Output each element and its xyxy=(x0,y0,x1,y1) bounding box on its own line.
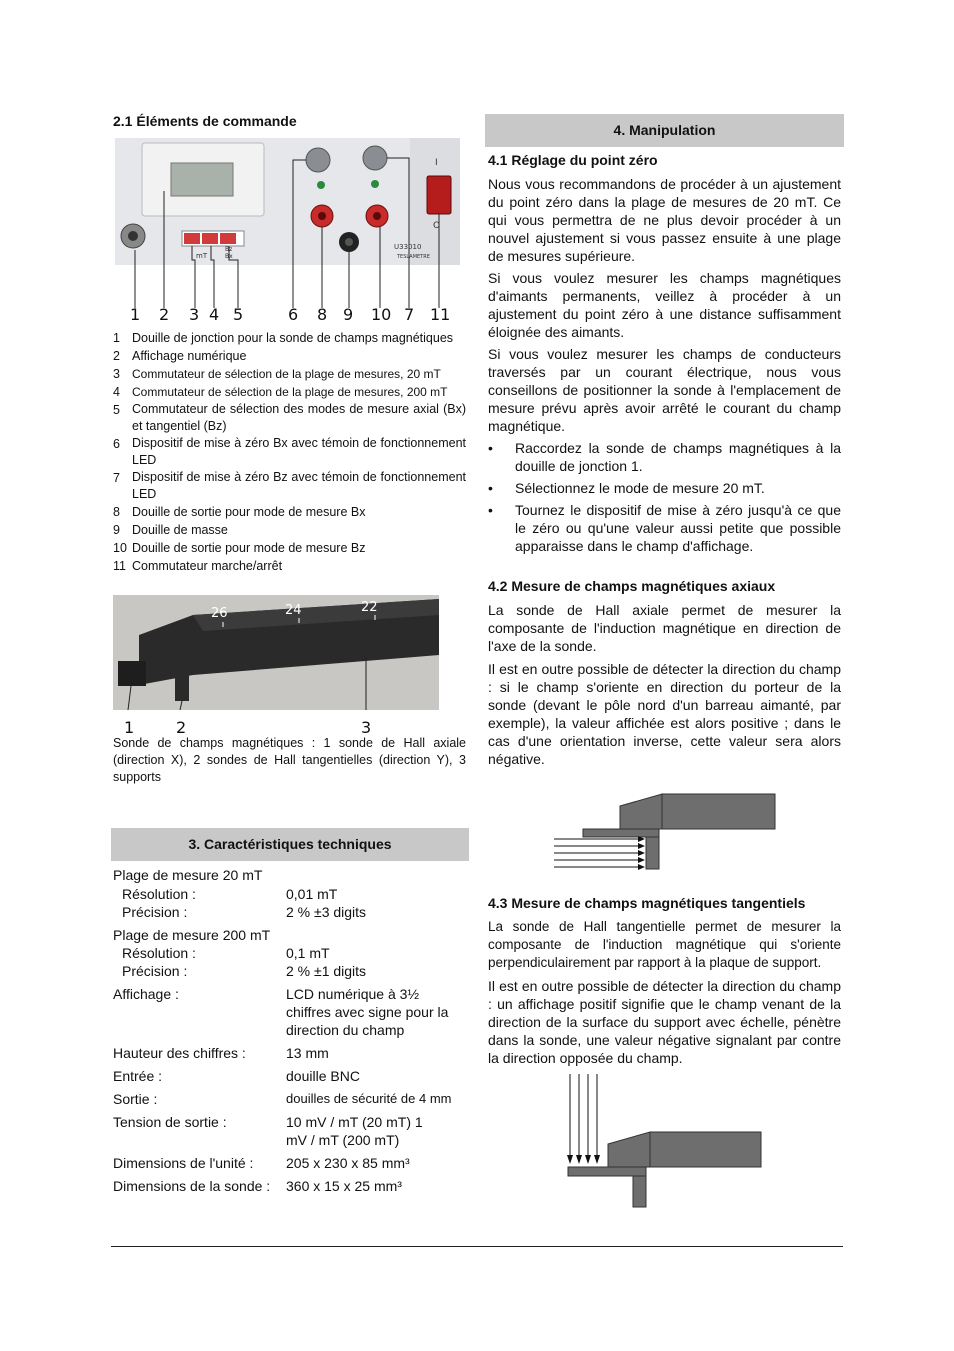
panel-num-11: 11 xyxy=(430,305,451,324)
panel-num-4: 4 xyxy=(209,305,220,324)
probe-scale-26: 26 xyxy=(211,606,228,621)
section-4-3-heading: 4.3 Mesure de champs magnétiques tangentiels xyxy=(488,895,806,911)
spec-range200-title: Plage de mesure 200 mT xyxy=(113,927,271,943)
axial-field-diagram xyxy=(550,790,780,872)
spec-value: 13 mm xyxy=(286,1045,329,1061)
control-panel-photo xyxy=(115,138,460,320)
legend-item: 4 Commutateur de sélection de la plage de mesures, 200 mT xyxy=(113,385,448,399)
paragraph: Il est en outre possible de détecter la direction du champ : un affichage positif signifie que le champ venant de la direction de la surface du support avec échelle, pénètre dans la sonde, une valeur négative signalant par contre la direction opposée du champ. xyxy=(488,978,841,1066)
panel-label-bz: Bz xyxy=(225,246,233,253)
spec-label: Dimensions de l'unité : xyxy=(113,1155,254,1171)
panel-label-mt: mT xyxy=(196,252,208,260)
legend-item: 8 Douille de sortie pour mode de mesure Bx xyxy=(113,505,366,519)
spec-value: 205 x 230 x 85 mm³ xyxy=(286,1155,410,1171)
panel-num-10: 10 xyxy=(371,305,392,324)
panel-label-bx: Bx xyxy=(225,253,233,260)
section-2-1-heading: 2.1 Éléments de commande xyxy=(113,113,297,129)
spec-value: douilles de sécurité de 4 mm xyxy=(286,1091,452,1106)
panel-num-2: 2 xyxy=(159,305,170,324)
probe-scale-22: 22 xyxy=(361,600,378,615)
spec-value: douille BNC xyxy=(286,1068,360,1084)
panel-num-5: 5 xyxy=(233,305,244,324)
spec-value: 10 mV / mT (20 mT) 1 mV / mT (200 mT) xyxy=(286,1114,423,1148)
probe-photo xyxy=(113,595,439,710)
spec-label: Tension de sortie : xyxy=(113,1114,227,1130)
footer-rule xyxy=(111,1246,843,1247)
panel-num-1: 1 xyxy=(130,305,141,324)
legend-item: 5 Commutateur de sélection des modes de mesure axial (Bx) et tangentiel (Bz) xyxy=(113,402,466,433)
probe-num-1: 1 xyxy=(124,718,135,737)
spec-range20-title: Plage de mesure 20 mT xyxy=(113,867,263,883)
panel-brand: TESLAMETRE xyxy=(397,254,430,260)
spec-label: Résolution : xyxy=(122,886,196,902)
legend-item: 6 Dispositif de mise à zéro Bx avec témoin de fonctionnement LED xyxy=(113,436,466,467)
spec-value: 360 x 15 x 25 mm³ xyxy=(286,1178,402,1194)
section-3-heading: 3. Caractéristiques techniques xyxy=(111,828,469,861)
spec-value: 2 % ±3 digits xyxy=(286,904,367,920)
panel-num-8: 8 xyxy=(317,305,328,324)
legend-item: 11 Commutateur marche/arrêt xyxy=(113,559,283,573)
spec-label: Dimensions de la sonde : xyxy=(113,1178,271,1194)
legend-item: 9 Douille de masse xyxy=(113,523,228,537)
bullet-item: • Sélectionnez le mode de mesure 20 mT. xyxy=(488,480,765,496)
section-4-2-heading: 4.2 Mesure de champs magnétiques axiaux xyxy=(488,578,776,594)
spec-label: Résolution : xyxy=(122,945,196,961)
spec-value: LCD numérique à 3½ chiffres avec signe pour la direction du champ xyxy=(286,986,449,1038)
legend-item: 1 Douille de jonction pour la sonde de champs magnétiques xyxy=(113,331,454,345)
paragraph: Il est en outre possible de détecter la direction du champ : si le champ s'oriente en direction du porteur de la sonde (devant le pôle nord d'un barreau aimanté, par exemple), la valeur affichée est alors positive ; dans le cas d'une orientation inverse, cette valeur sera alors négative. xyxy=(488,661,841,767)
spec-label: Entrée : xyxy=(113,1068,163,1084)
spec-value: 0,01 mT xyxy=(286,886,338,902)
paragraph: La sonde de Hall tangentielle permet de mesurer la composante de l'induction magnétique qui s'oriente perpendiculairement par rapport à la plaque de support. xyxy=(488,919,841,970)
bullet-item: • Tournez le dispositif de mise à zéro jusqu'à ce que le zéro ou qu'une valeur aussi petite que possible apparaisse dans le champ d'affichage. xyxy=(488,502,841,554)
panel-num-7: 7 xyxy=(404,305,415,324)
panel-num-6: 6 xyxy=(288,305,299,324)
spec-value: 0,1 mT xyxy=(286,945,330,961)
panel-off: O xyxy=(433,221,441,231)
spec-label: Précision : xyxy=(122,963,188,979)
panel-num-9: 9 xyxy=(343,305,354,324)
probe-scale-24: 24 xyxy=(285,603,302,618)
probe-num-3: 3 xyxy=(361,718,372,737)
panel-num-3: 3 xyxy=(189,305,200,324)
section-4-1-heading: 4.1 Réglage du point zéro xyxy=(488,152,658,168)
spec-label: Hauteur des chiffres : xyxy=(113,1045,246,1061)
bullet-item: • Raccordez la sonde de champs magnétiques à la douille de jonction 1. xyxy=(488,440,841,474)
probe-caption: Sonde de champs magnétiques : 1 sonde de Hall axiale (direction X), 2 sondes de Hall tangentielles (direction Y), 3 supports xyxy=(113,736,466,784)
spec-label: Affichage : xyxy=(113,986,179,1002)
legend-item: 3 Commutateur de sélection de la plage de mesures, 20 mT xyxy=(113,367,441,381)
paragraph: Si vous voulez mesurer les champs magnétiques d'aimants permanents, veillez à procéder à un ajustement du point zéro à une distance suffisamment éloignée des aimants. xyxy=(488,270,841,340)
probe-num-2: 2 xyxy=(176,718,187,737)
legend-item: 10 Douille de sortie pour mode de mesure Bz xyxy=(113,541,366,555)
spec-value: 2 % ±1 digits xyxy=(286,963,367,979)
paragraph: La sonde de Hall axiale permet de mesurer la composante de l'induction magnétique en direction de l'axe de la sonde. xyxy=(488,602,841,654)
paragraph: Nous vous recommandons de procéder à un ajustement du point zéro dans la plage de mesures de 20 mT. Ce qui vous permettra de ne plus devoir procéder à un nouvel ajustement si vous passez ensuite à une plage de mesures supérieure. xyxy=(488,176,841,264)
section-4-heading: 4. Manipulation xyxy=(485,114,844,147)
legend-item: 2 Affichage numérique xyxy=(113,349,247,363)
spec-label: Sortie : xyxy=(113,1091,158,1107)
legend-item: 7 Dispositif de mise à zéro Bz avec témoin de fonctionnement LED xyxy=(113,470,466,501)
panel-on: I xyxy=(435,158,438,168)
paragraph: Si vous voulez mesurer les champs de conducteurs traversés par un courant électrique, nous vous conseillons de positionner la sonde à l'emplacement de mesure prévu après avoir arrêté le courant du champ magnétique. xyxy=(488,346,841,434)
panel-model: U33010 xyxy=(394,243,422,251)
spec-label: Précision : xyxy=(122,904,188,920)
tangential-field-diagram xyxy=(560,1072,770,1210)
